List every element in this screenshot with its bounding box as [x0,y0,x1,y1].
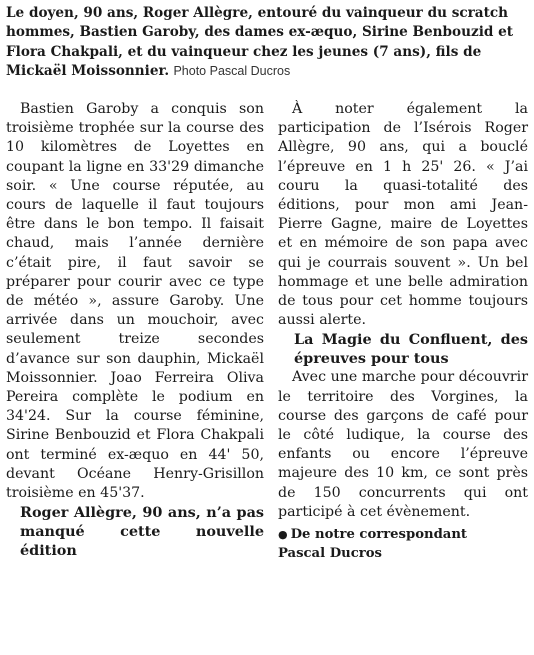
byline-author: Pascal Ducros [278,546,382,562]
section-subhead: La Magie du Confluent, des épreuves pour tous [294,331,528,368]
right-column [278,100,528,563]
bullet-icon: ● [278,528,288,542]
left-column [6,100,264,560]
byline [278,525,528,563]
photo-caption [6,4,528,82]
byline-role: De notre correspondant [290,527,468,543]
article-paragraph: Avec une marche pour découvrir le territoire des Vorgines, la course des garçons de café pour le côté ludique, la course des enfants ou encore l’épreuve majeure des 10 km, ce sont près de 150 concurrents qui ont participé à cet évènement. [278,369,528,520]
article-paragraph: À noter également la participation de l’Isérois Roger Allègre, 90 ans, qui a bouclé l’épreuve en 1 h 25' 26. « J’ai couru la quasi-totalité des éditions, pour mon ami Jean-Pierre Gagne, maire de Loyettes et en mémoire de son papa avec qui je courrais souvent ». Un bel hommage et une belle admiration de tous pour cet homme toujours aussi alerte. [278,101,528,329]
photo-credit: Photo Pascal Ducros [173,64,291,79]
caption-text: Le doyen, 90 ans, Roger Allègre, entouré du vainqueur du scratch hommes, Bastien Garoby, des dames ex-æquo, Sirine Benbouzid et Flora Chakpali, et du vainqueur chez les jeunes (7 ans), fils de Mickaël Moissonnier. [6,5,514,80]
section-subhead: Roger Allègre, 90 ans, n’a pas manqué cette nouvelle édition [20,504,264,560]
article-paragraph: Bastien Garoby a conquis son troisième trophée sur la course des 10 kilomètres de Loyettes en coupant la ligne en 33'29 dimanche soir. « Une course réputée, au cours de laquelle il faut toujours être dans le bon tempo. Il faisait chaud, mais l’année dernière c’était pire, il faut savoir se préparer pour courir avec ce type de météo », assure Garoby. Une arrivée dans un mouchoir, avec seulement treize secondes d’avance sur son dauphin, Mickaël Moissonnier. Joao Ferreira Oliva Pereira complète le podium en 34'24. Sur la course féminine, Sirine Benbouzid et Flora Chakpali ont terminé ex-æquo en 44' 50, devant Océane Henry-Grisillon troisième en 45'37. [6,101,264,502]
